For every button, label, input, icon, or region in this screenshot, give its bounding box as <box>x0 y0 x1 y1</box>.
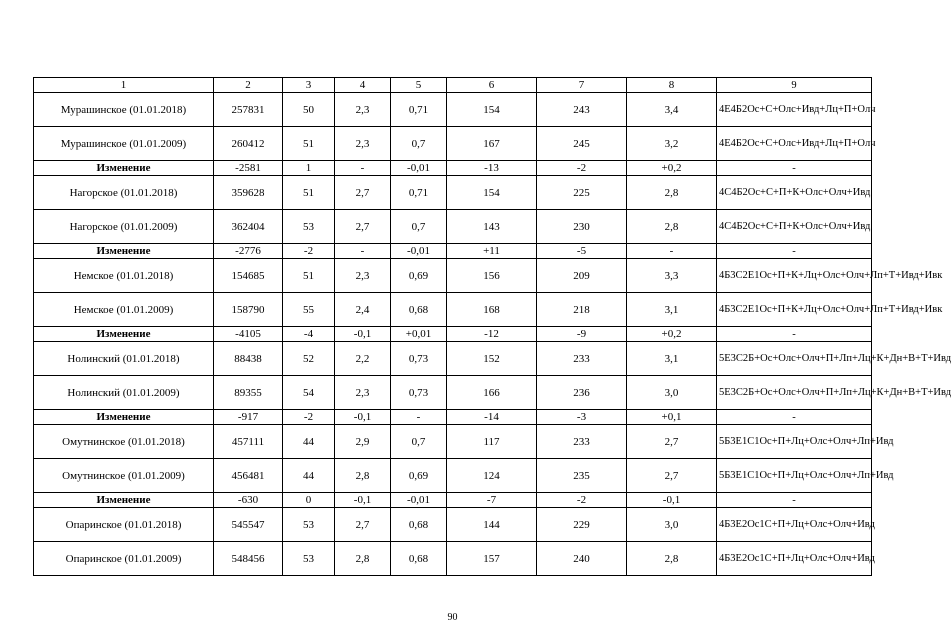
data-cell: 3,4 <box>627 93 717 127</box>
forestry-name-cell: Изменение <box>34 327 214 342</box>
data-cell: 0,69 <box>391 459 447 493</box>
data-cell: -0,1 <box>627 493 717 508</box>
table-row <box>34 293 872 327</box>
data-cell: -0,01 <box>391 244 447 259</box>
forestry-name-cell: Изменение <box>34 410 214 425</box>
data-cell: 456481 <box>214 459 283 493</box>
data-cell: 2,3 <box>335 93 391 127</box>
data-cell: -7 <box>447 493 537 508</box>
data-cell: 2,8 <box>627 542 717 576</box>
data-cell: 167 <box>447 127 537 161</box>
data-cell: 168 <box>447 293 537 327</box>
data-cell: 2,8 <box>627 176 717 210</box>
data-cell: -2 <box>537 493 627 508</box>
data-cell: 3,3 <box>627 259 717 293</box>
data-cell: -2 <box>537 161 627 176</box>
page-number: 90 <box>447 612 458 623</box>
data-cell: 2,8 <box>627 210 717 244</box>
data-cell: 2,7 <box>335 176 391 210</box>
data-cell: -0,01 <box>391 161 447 176</box>
data-cell: 2,2 <box>335 342 391 376</box>
forestry-name-cell: Опаринское (01.01.2018) <box>34 508 214 542</box>
table-row <box>34 127 872 161</box>
header-cell: 8 <box>627 78 717 93</box>
data-cell: 233 <box>537 425 627 459</box>
data-cell: - <box>717 410 872 425</box>
data-cell: - <box>335 161 391 176</box>
data-cell: 0,68 <box>391 508 447 542</box>
data-cell: 2,3 <box>335 259 391 293</box>
data-cell: 229 <box>537 508 627 542</box>
data-cell: - <box>717 327 872 342</box>
data-cell: - <box>717 244 872 259</box>
table-row <box>34 425 872 459</box>
data-cell: 53 <box>283 542 335 576</box>
data-cell: 157 <box>447 542 537 576</box>
data-cell: -14 <box>447 410 537 425</box>
data-cell: 236 <box>537 376 627 410</box>
data-cell: 166 <box>447 376 537 410</box>
data-cell: 143 <box>447 210 537 244</box>
table-row <box>34 176 872 210</box>
table-row <box>34 542 872 576</box>
data-cell: - <box>717 493 872 508</box>
data-cell: 5Б3Е1С1Ос+П+Лц+Олс+Олч+Лп+Ивд <box>717 425 872 459</box>
data-cell: 4Б3С2Е1Ос+П+К+Лц+Олс+Олч+Лп+Т+Ивд+Ивк <box>717 293 872 327</box>
data-cell: 5Е3С2Б+Ос+Олс+Олч+П+Лп+Лц+К+Дн+В+Т+Ивд <box>717 342 872 376</box>
data-cell: 0,7 <box>391 425 447 459</box>
data-cell: 117 <box>447 425 537 459</box>
header-cell: 4 <box>335 78 391 93</box>
data-cell: -0,1 <box>335 410 391 425</box>
change-row <box>34 493 872 508</box>
change-row <box>34 161 872 176</box>
data-cell: 52 <box>283 342 335 376</box>
data-cell: 218 <box>537 293 627 327</box>
forestry-name-cell: Немское (01.01.2018) <box>34 259 214 293</box>
data-cell: -0,1 <box>335 327 391 342</box>
forestry-name-cell: Немское (01.01.2009) <box>34 293 214 327</box>
header-cell: 6 <box>447 78 537 93</box>
forestry-name-cell: Нолинский (01.01.2018) <box>34 342 214 376</box>
data-cell: 5Е3С2Б+Ос+Олс+Олч+П+Лп+Лц+К+Дн+В+Т+Ивд <box>717 376 872 410</box>
data-cell: 233 <box>537 342 627 376</box>
data-cell: 152 <box>447 342 537 376</box>
data-cell: 235 <box>537 459 627 493</box>
data-cell: -917 <box>214 410 283 425</box>
data-cell: 0,7 <box>391 127 447 161</box>
data-cell: 0,68 <box>391 293 447 327</box>
change-row <box>34 410 872 425</box>
data-cell: 225 <box>537 176 627 210</box>
data-cell: 0,71 <box>391 176 447 210</box>
data-cell: 457111 <box>214 425 283 459</box>
data-cell: 4Б3Е2Ос1С+П+Лц+Олс+Олч+Ивд <box>717 542 872 576</box>
data-cell: 5Б3Е1С1Ос+П+Лц+Олс+Олч+Лп+Ивд <box>717 459 872 493</box>
forestry-name-cell: Изменение <box>34 161 214 176</box>
data-cell: 154685 <box>214 259 283 293</box>
data-cell: +0,1 <box>627 410 717 425</box>
data-cell: 156 <box>447 259 537 293</box>
data-cell: 3,1 <box>627 293 717 327</box>
data-cell: 144 <box>447 508 537 542</box>
data-cell: 0,7 <box>391 210 447 244</box>
forestry-name-cell: Изменение <box>34 244 214 259</box>
data-cell: 4С4Б2Ос+С+П+К+Олс+Олч+Ивд <box>717 176 872 210</box>
data-cell: 2,8 <box>335 542 391 576</box>
data-cell: -2 <box>283 244 335 259</box>
data-cell: -2 <box>283 410 335 425</box>
header-cell: 3 <box>283 78 335 93</box>
data-cell: 44 <box>283 459 335 493</box>
change-row <box>34 244 872 259</box>
data-cell: 1 <box>283 161 335 176</box>
data-cell: 51 <box>283 127 335 161</box>
header-cell: 5 <box>391 78 447 93</box>
data-cell: 0,73 <box>391 376 447 410</box>
data-cell: -5 <box>537 244 627 259</box>
forestry-name-cell: Нагорское (01.01.2009) <box>34 210 214 244</box>
table-row <box>34 342 872 376</box>
header-cell: 1 <box>34 78 214 93</box>
data-cell: -0,01 <box>391 493 447 508</box>
data-cell: 209 <box>537 259 627 293</box>
data-cell: -0,1 <box>335 493 391 508</box>
data-cell: 3,1 <box>627 342 717 376</box>
data-cell: 257831 <box>214 93 283 127</box>
data-cell: 230 <box>537 210 627 244</box>
data-cell: 2,7 <box>335 508 391 542</box>
data-cell: 55 <box>283 293 335 327</box>
change-row <box>34 327 872 342</box>
table-row <box>34 93 872 127</box>
data-cell: 4Е4Б2Ос+С+Олс+Ивд+Лц+П+Олч <box>717 93 872 127</box>
data-cell: 2,7 <box>627 459 717 493</box>
data-cell: 2,3 <box>335 376 391 410</box>
data-cell: 0 <box>283 493 335 508</box>
data-cell: -2581 <box>214 161 283 176</box>
header-cell: 2 <box>214 78 283 93</box>
data-cell: 4Е4Б2Ос+С+Олс+Ивд+Лц+П+Олч <box>717 127 872 161</box>
table-header-row <box>34 78 872 93</box>
data-cell: 4С4Б2Ос+С+П+К+Олс+Олч+Ивд <box>717 210 872 244</box>
table-row <box>34 376 872 410</box>
data-cell: 88438 <box>214 342 283 376</box>
data-cell: 54 <box>283 376 335 410</box>
data-cell: 0,71 <box>391 93 447 127</box>
data-cell: 3,2 <box>627 127 717 161</box>
data-cell: 51 <box>283 259 335 293</box>
table-row <box>34 259 872 293</box>
data-cell: -4105 <box>214 327 283 342</box>
data-cell: - <box>627 244 717 259</box>
table-row <box>34 210 872 244</box>
data-cell: -12 <box>447 327 537 342</box>
data-cell: 158790 <box>214 293 283 327</box>
data-cell: +0,01 <box>391 327 447 342</box>
data-cell: 240 <box>537 542 627 576</box>
data-cell: 154 <box>447 176 537 210</box>
forestry-name-cell: Нагорское (01.01.2018) <box>34 176 214 210</box>
data-cell: 124 <box>447 459 537 493</box>
data-cell: 0,73 <box>391 342 447 376</box>
data-cell: +0,2 <box>627 161 717 176</box>
data-cell: 51 <box>283 176 335 210</box>
data-cell: 0,69 <box>391 259 447 293</box>
data-cell: +0,2 <box>627 327 717 342</box>
forestry-name-cell: Мурашинское (01.01.2018) <box>34 93 214 127</box>
forestry-name-cell: Нолинский (01.01.2009) <box>34 376 214 410</box>
data-cell: -630 <box>214 493 283 508</box>
data-cell: 362404 <box>214 210 283 244</box>
table-row <box>34 459 872 493</box>
data-cell: 2,9 <box>335 425 391 459</box>
data-cell: 545547 <box>214 508 283 542</box>
forestry-name-cell: Мурашинское (01.01.2009) <box>34 127 214 161</box>
data-cell: 53 <box>283 508 335 542</box>
data-cell: 3,0 <box>627 376 717 410</box>
data-cell: 3,0 <box>627 508 717 542</box>
data-cell: 243 <box>537 93 627 127</box>
data-cell: 2,7 <box>335 210 391 244</box>
header-cell: 7 <box>537 78 627 93</box>
data-cell: 2,4 <box>335 293 391 327</box>
header-cell: 9 <box>717 78 872 93</box>
data-cell: 4Б3С2Е1Ос+П+К+Лц+Олс+Олч+Лп+Т+Ивд+Ивк <box>717 259 872 293</box>
data-cell: -9 <box>537 327 627 342</box>
data-cell: 4Б3Е2Ос1С+П+Лц+Олс+Олч+Ивд <box>717 508 872 542</box>
data-cell: 245 <box>537 127 627 161</box>
data-cell: 44 <box>283 425 335 459</box>
table-row <box>34 508 872 542</box>
forestry-name-cell: Изменение <box>34 493 214 508</box>
data-cell: 260412 <box>214 127 283 161</box>
data-cell: -3 <box>537 410 627 425</box>
data-cell: 2,7 <box>627 425 717 459</box>
data-cell: 0,68 <box>391 542 447 576</box>
data-cell: - <box>717 161 872 176</box>
data-cell: 548456 <box>214 542 283 576</box>
data-cell: 359628 <box>214 176 283 210</box>
data-cell: -4 <box>283 327 335 342</box>
forestry-name-cell: Омутнинское (01.01.2009) <box>34 459 214 493</box>
data-cell: 89355 <box>214 376 283 410</box>
data-cell: - <box>391 410 447 425</box>
data-cell: - <box>335 244 391 259</box>
data-cell: 53 <box>283 210 335 244</box>
data-cell: 154 <box>447 93 537 127</box>
forestry-name-cell: Опаринское (01.01.2009) <box>34 542 214 576</box>
data-cell: -2776 <box>214 244 283 259</box>
forestry-name-cell: Омутнинское (01.01.2018) <box>34 425 214 459</box>
forest-data-table <box>33 77 951 576</box>
data-cell: +11 <box>447 244 537 259</box>
data-cell: 2,8 <box>335 459 391 493</box>
data-cell: -13 <box>447 161 537 176</box>
data-cell: 50 <box>283 93 335 127</box>
data-cell: 2,3 <box>335 127 391 161</box>
